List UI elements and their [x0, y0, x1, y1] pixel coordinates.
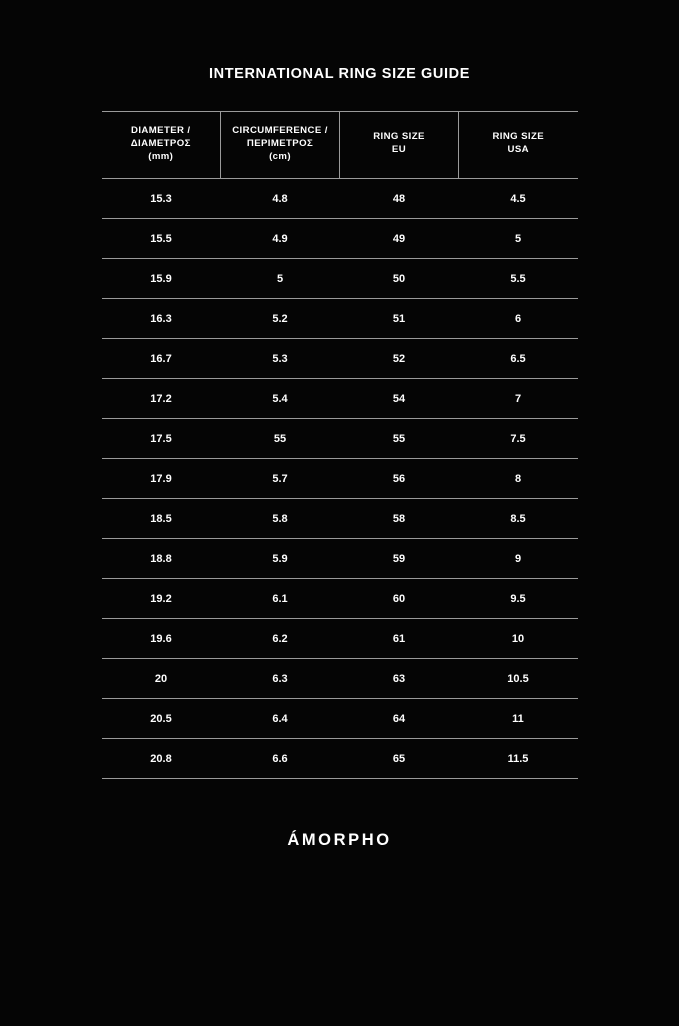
cell-usa: 10 [459, 618, 578, 658]
table-row [102, 418, 578, 458]
page-title: INTERNATIONAL RING SIZE GUIDE [209, 66, 470, 82]
table-row [102, 338, 578, 378]
cell-circumference: 6.4 [221, 698, 340, 738]
cell-usa: 7 [459, 378, 578, 418]
cell-circumference: 5.3 [221, 338, 340, 378]
cell-usa: 11.5 [459, 738, 578, 778]
cell-circumference: 5.7 [221, 458, 340, 498]
table-row [102, 218, 578, 258]
column-header-circumference-line3: (cm) [269, 150, 291, 162]
column-header-eu-line2: EU [391, 144, 407, 156]
cell-usa: 9.5 [459, 578, 578, 618]
cell-eu: 65 [340, 738, 459, 778]
cell-circumference: 6.3 [221, 658, 340, 698]
cell-diameter: 16.7 [102, 338, 221, 378]
cell-eu: 51 [340, 298, 459, 338]
cell-eu: 59 [340, 538, 459, 578]
table-row [102, 298, 578, 338]
cell-usa: 7.5 [459, 418, 578, 458]
cell-diameter: 17.9 [102, 458, 221, 498]
cell-usa: 5.5 [459, 258, 578, 298]
cell-circumference: 55 [221, 418, 340, 458]
cell-eu: 58 [340, 498, 459, 538]
cell-diameter: 18.5 [102, 498, 221, 538]
cell-usa: 9 [459, 538, 578, 578]
cell-diameter: 15.3 [102, 178, 221, 218]
ring-size-table-container [102, 111, 578, 779]
cell-eu: 49 [340, 218, 459, 258]
column-header-ring-size-usa [459, 112, 578, 179]
cell-diameter: 18.8 [102, 538, 221, 578]
cell-circumference: 5.8 [221, 498, 340, 538]
cell-diameter: 19.2 [102, 578, 221, 618]
column-header-usa-line2: USA [507, 144, 529, 156]
column-header-diameter-line2: ΔΙΑΜΕΤΡΟΣ [130, 137, 191, 149]
table-row [102, 578, 578, 618]
cell-diameter: 15.9 [102, 258, 221, 298]
table-row [102, 378, 578, 418]
cell-diameter: 17.5 [102, 418, 221, 458]
cell-eu: 63 [340, 658, 459, 698]
table-row [102, 618, 578, 658]
cell-diameter: 20.8 [102, 738, 221, 778]
cell-usa: 8.5 [459, 498, 578, 538]
cell-usa: 8 [459, 458, 578, 498]
cell-circumference: 4.8 [221, 178, 340, 218]
cell-circumference: 4.9 [221, 218, 340, 258]
table-header [102, 112, 578, 179]
cell-usa: 10.5 [459, 658, 578, 698]
table-row [102, 658, 578, 698]
column-header-eu-line1: RING SIZE [373, 131, 425, 143]
cell-circumference: 6.6 [221, 738, 340, 778]
cell-circumference: 5.2 [221, 298, 340, 338]
cell-eu: 60 [340, 578, 459, 618]
cell-usa: 6 [459, 298, 578, 338]
cell-usa: 4.5 [459, 178, 578, 218]
cell-usa: 6.5 [459, 338, 578, 378]
cell-diameter: 17.2 [102, 378, 221, 418]
cell-diameter: 20.5 [102, 698, 221, 738]
cell-usa: 11 [459, 698, 578, 738]
cell-circumference: 5 [221, 258, 340, 298]
table-row [102, 458, 578, 498]
cell-eu: 55 [340, 418, 459, 458]
column-header-ring-size-eu [340, 112, 459, 179]
cell-eu: 56 [340, 458, 459, 498]
table-row [102, 738, 578, 778]
cell-circumference: 5.4 [221, 378, 340, 418]
column-header-diameter [102, 112, 221, 179]
cell-usa: 5 [459, 218, 578, 258]
ring-size-guide-page [0, 66, 679, 1026]
cell-eu: 50 [340, 258, 459, 298]
column-header-circumference-line2: ΠΕΡΙΜΕΤΡΟΣ [246, 137, 314, 149]
cell-diameter: 15.5 [102, 218, 221, 258]
table-row [102, 538, 578, 578]
table-header-row [102, 112, 578, 179]
table-row [102, 498, 578, 538]
cell-eu: 52 [340, 338, 459, 378]
table-body [102, 178, 578, 778]
column-header-usa-line1: RING SIZE [492, 131, 545, 143]
table-row [102, 258, 578, 298]
cell-diameter: 20 [102, 658, 221, 698]
cell-diameter: 19.6 [102, 618, 221, 658]
cell-diameter: 16.3 [102, 298, 221, 338]
cell-eu: 54 [340, 378, 459, 418]
column-header-circumference-line1: CIRCUMFERENCE / [232, 125, 328, 136]
cell-circumference: 5.9 [221, 538, 340, 578]
brand-wordmark: ÁMORPHO [287, 830, 392, 849]
column-header-circumference [221, 112, 340, 179]
table-row [102, 698, 578, 738]
cell-eu: 48 [340, 178, 459, 218]
table-row [102, 178, 578, 218]
cell-circumference: 6.2 [221, 618, 340, 658]
cell-eu: 61 [340, 618, 459, 658]
column-header-diameter-line1: DIAMETER / [131, 125, 191, 136]
column-header-diameter-line3: (mm) [148, 150, 174, 162]
cell-circumference: 6.1 [221, 578, 340, 618]
cell-eu: 64 [340, 698, 459, 738]
ring-size-table [102, 111, 578, 779]
